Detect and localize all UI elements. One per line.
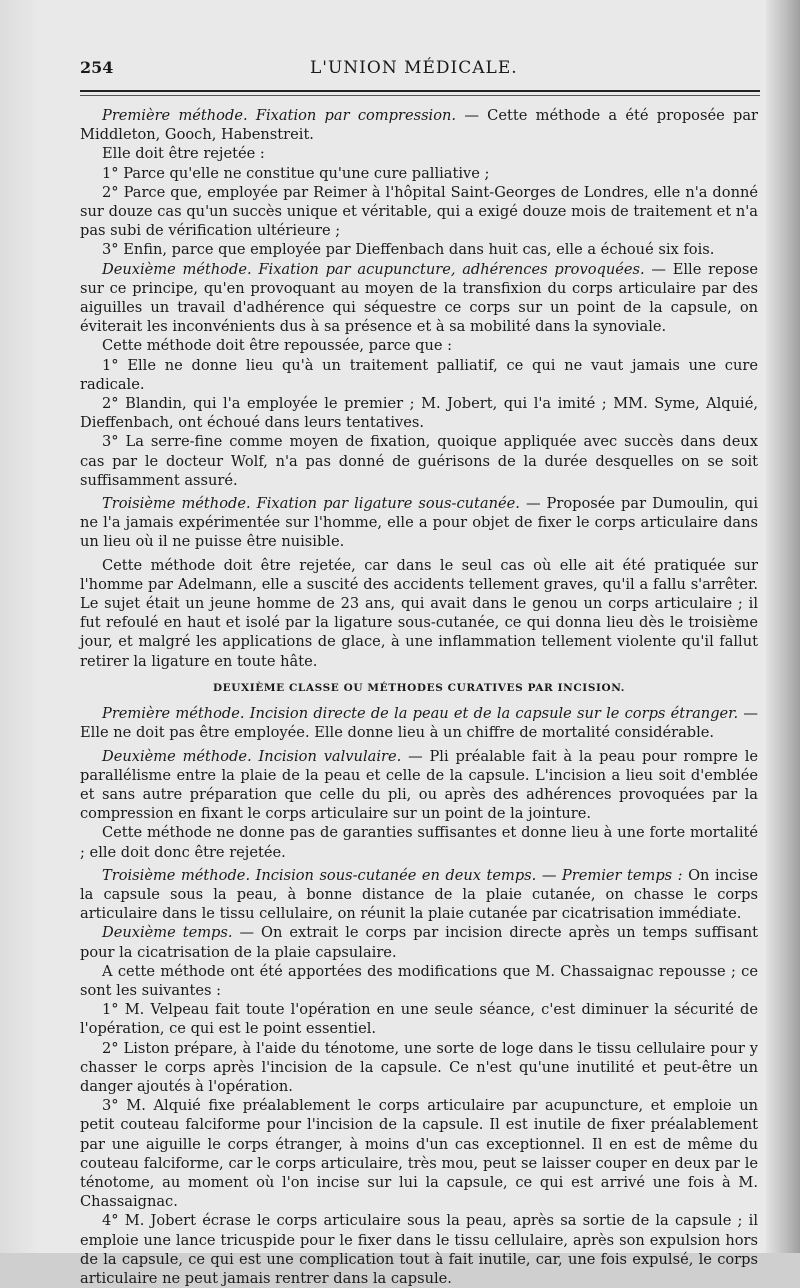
paragraph: 3° Enfin, parce que employée par Dieffenbach dans huit cas, elle a échoué six fois.: [102, 241, 715, 259]
paragraph: Deuxième méthode. Incision valvulaire. — Pli préalable fait à la peau pour rompre le parallélisme entre la plaie de la peau et celle de la capsule. L'incision a lieu soit d'emblée et sans autre préparation que celle du pli, ou après des adhérences provoquées par la compression en fixant le corps articulaire sur un point de la jointure.: [80, 747, 759, 823]
paragraph: Troisième méthode. Fixation par ligature sous-cutanée. — Proposée par Dumoulin, qui ne l'a jamais expérimentée sur l'homme, elle a pour objet de fixer le corps articulaire dans un lieu où il ne puisse être nuisible.: [80, 495, 758, 551]
paragraph: Cette méthode ne donne pas de garanties suffisantes et donne lieu à une forte mortalité ; elle doit donc être rejetée.: [80, 824, 758, 861]
paragraph: Deuxième temps. — On extrait le corps par incision directe après un temps suffisant pour la cicatrisation de la plaie capsulaire.: [80, 924, 758, 961]
paragraph: A cette méthode ont été apportées des modifications que M. Chassaignac repousse ; ce sont les suivantes :: [80, 962, 758, 999]
paragraph: Première méthode. Fixation par compression. — Cette méthode a été proposée par Middleton, Gooch, Habenstreit.: [80, 107, 758, 144]
section-title: DEUXIÈME CLASSE OU MÉTHODES CURATIVES PAR INCISION.: [212, 681, 626, 694]
paragraph: 2° Blandin, qui l'a employée le premier ; M. Jobert, qui l'a imité ; MM. Syme, Alquié, Dieffenbach, ont échoué dans leurs tentatives.: [80, 395, 758, 432]
page-header: [80, 58, 760, 84]
paragraph: 2° Parce que, employée par Reimer à l'hôpital Saint-Georges de Londres, elle n'a donné sur douze cas qu'un succès unique et véritable, qui a exigé douze mois de traitement et n'a pas subi de vérification ultérieure ;: [80, 183, 758, 240]
body-text: [80, 106, 770, 1288]
paragraph: Cette méthode doit être repoussée, parce que :: [102, 337, 453, 355]
book-edge-shadow: [766, 0, 800, 1253]
paragraph: 1° M. Velpeau fait toute l'opération en une seule séance, c'est diminuer la sécurité de l'opération, ce qui est le point essentiel.: [80, 1001, 758, 1038]
paragraph: Cette méthode doit être rejetée, car dans le seul cas où elle ait été pratiquée sur l'homme par Adelmann, elle a suscité des accidents tellement graves, qu'il a fallu s'arrêter. Le sujet était un jeune homme de 23 ans, qui avait dans le genou un corps articulaire ; il fut refoulé en haut et isolé par la ligature sous-cutanée, ce qui donna lieu dès le troisième jour, et malgré les applications de glace, à une inflammation tellement violente qu'il fallut retirer la ligature en toute hâte.: [80, 556, 758, 670]
left-shade: [0, 0, 40, 1253]
page-number: 254: [80, 58, 114, 77]
paragraph: Troisième méthode. Incision sous-cutanée en deux temps. — Premier temps : On incise la capsule sous la peau, à bonne distance de la plaie cutanée, on chasse le corps articulaire dans le tissu cellulaire, on réunit la plaie cutanée par cicatrisation immédiate.: [80, 866, 758, 923]
paragraph: 3° La serre-fine comme moyen de fixation, quoique appliquée avec succès dans deux cas par le docteur Wolf, n'a pas donné de guérisons de la durée desquelles on se soit suffisamment assuré.: [80, 433, 758, 489]
paragraph: 1° Elle ne donne lieu qu'à un traitement palliatif, ce qui ne vaut jamais une cure radicale.: [80, 356, 758, 393]
paragraph: 2° Liston prépare, à l'aide du ténotome, une sorte de loge dans le tissu cellulaire pour y chasser le corps après l'incision de la capsule. Ce n'est qu'une inutilité et peut-être un danger ajoutés à l'opération.: [80, 1039, 758, 1095]
header-rule: [80, 90, 760, 92]
running-head: L'UNION MÉDICALE.: [310, 58, 518, 78]
paragraph: 1° Parce qu'elle ne constitue qu'une cure palliative ;: [102, 164, 490, 182]
header-rule-thin: [80, 95, 760, 96]
paragraph: Deuxième méthode. Fixation par acupuncture, adhérences provoquées. — Elle repose sur ce principe, qu'en provoquant au moyen de la transfixion du corps articulaire par des aiguilles un travail d'adhérence qui séquestre ce corps sur un point de la capsule, on éviterait les inconvénients dus à sa présence et à sa mobilité dans la synoviale.: [80, 260, 758, 336]
paragraph: 3° M. Alquié fixe préalablement le corps articulaire par acupuncture, et emploie un petit couteau falciforme pour l'incision de la capsule. Il est inutile de fixer préalablement par une aiguille le corps étranger, à moins d'un cas exceptionnel. Il en est de même du couteau falciforme, car le corps articulaire, très mou, peut se laisser couper en deux par le ténotome, au moment où l'on incise sur lui la capsule, ce qui est arrivé une fois à M. Chassaignac.: [80, 1097, 758, 1211]
paragraph: Elle doit être rejetée :: [102, 145, 265, 163]
paragraph: 4° M. Jobert écrase le corps articulaire sous la peau, après sa sortie de la capsule ; il emploie une lance tricuspide pour le fixer dans le tissu cellulaire, après son expulsion hors de la capsule, ce qui est une complication tout à fait inutile, car, une fois expulsé, le corps articulaire ne peut jamais rentrer dans la capsule.: [80, 1212, 758, 1287]
paragraph: Première méthode. Incision directe de la peau et de la capsule sur le corps étranger. — Elle ne doit pas être employée. Elle donne lieu à un chiffre de mortalité considérable.: [80, 705, 758, 742]
